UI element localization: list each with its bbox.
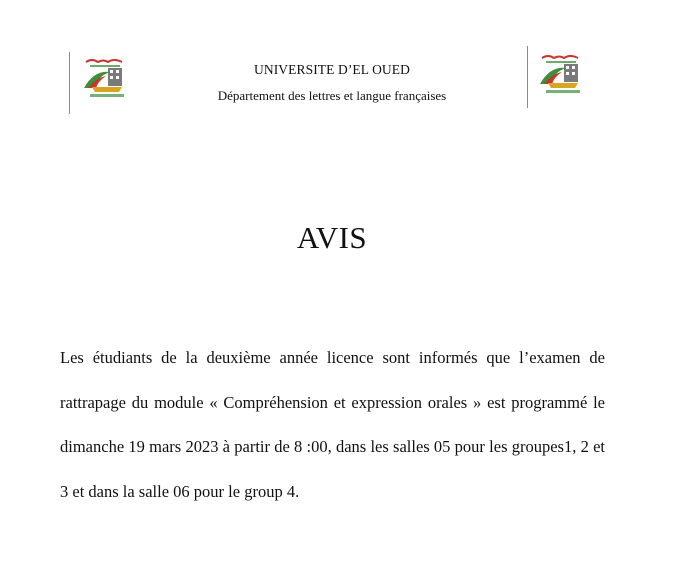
university-logo-icon (534, 50, 590, 98)
university-name: UNIVERSITE D’EL OUED (254, 62, 410, 77)
university-logo-right (534, 50, 590, 98)
header-divider-right (527, 46, 528, 108)
university-logo-icon (78, 54, 134, 102)
university-logo-left (78, 54, 134, 102)
document-header (0, 0, 682, 130)
department-name: Département des lettres et langue françaises (217, 88, 447, 103)
header-divider-left (69, 52, 70, 114)
notice-paragraph: Les étudiants de la deuxième année licence sont informés que l’examen de rattrapage du module « Compréhension et expression orales » est programmé le dimanche 19 mars 2023 à partir de 8 :00, dans les salles 05 pour les groupes1, 2 et 3 et dans la salle 06 pour le group 4. (60, 348, 605, 501)
notice-title: AVIS (296, 220, 368, 255)
